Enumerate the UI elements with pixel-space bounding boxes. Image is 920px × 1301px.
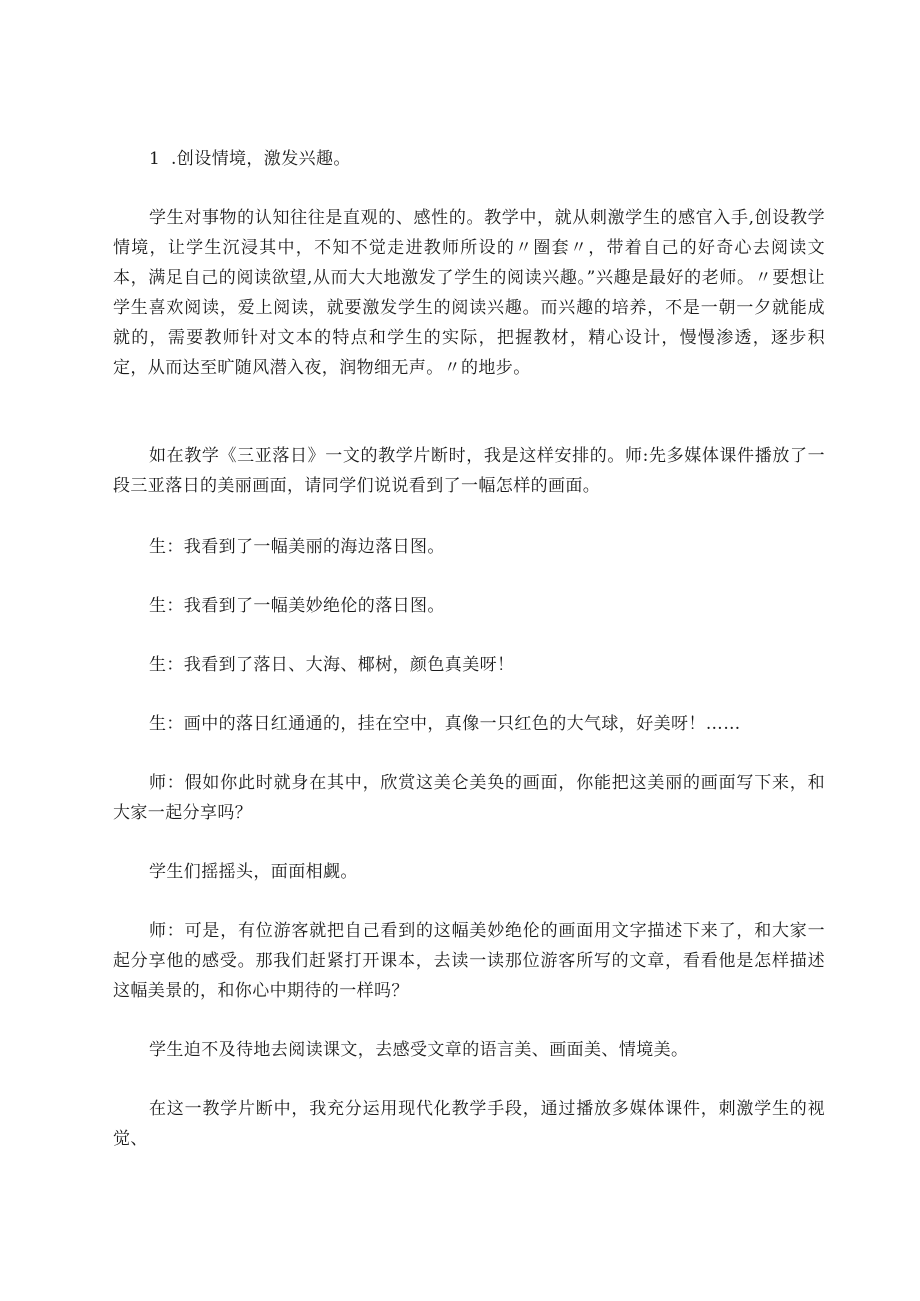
paragraph-students-reading: 学生迫不及待地去阅读课文，去感受文章的语言美、画面美、情境美。 bbox=[149, 1040, 689, 1060]
paragraph-lesson-example: 如在教学《三亚落日》一文的教学片断时，我是这样安排的。师:先多媒体课件播放了一段三亚落日的美丽画面，请同学们说说看到了一幅怎样的画面。 bbox=[113, 446, 825, 496]
section-number: 1 bbox=[149, 149, 161, 169]
paragraph-students-reaction: 学生们摇摇头，面面相觑。 bbox=[149, 862, 358, 882]
paragraph-teacher-2: 师：可是，有位游客就把自己看到的这幅美妙绝伦的画面用文字描述下来了，和大家一起分享他的感受。那我们赶紧打开课本，去读一读那位游客所写的文章，看看他是怎样描述这幅美景的，和你心中期待的一样吗？ bbox=[113, 921, 825, 1001]
paragraph-student-2: 生：我看到了一幅美妙绝伦的落日图。 bbox=[149, 596, 445, 616]
paragraph-interest: 学生对事物的认知往往是直观的、感性的。教学中，就从刺激学生的感官入手,创设教学情境，让学生沉浸其中，不知不觉走进教师所设的〃圈套〃，带着自己的好奇心去阅读文本，满足自己的阅读欲望,从而大大地激发了学生的阅读兴趣。”兴趣是最好的老师。〃要想让学生喜欢阅读，爱上阅读，就要激发学生的阅读兴趣。而兴趣的培养，不是一朝一夕就能成就的，需要教师针对文本的特点和学生的实际，把握教材，精心设计，慢慢渗透，逐步积定，从而达至旷随风潜入夜，润物细无声。〃的地步。 bbox=[113, 208, 825, 378]
paragraph-teacher-1: 师：假如你此时就身在其中，欣赏这美仑美奂的画面，你能把这美丽的画面写下来，和大家一起分享吗？ bbox=[113, 773, 825, 823]
paragraph-reflection: 在这一教学片断中，我充分运用现代化教学手段，通过播放多媒体课件，刺激学生的视觉、 bbox=[113, 1099, 825, 1149]
section-heading bbox=[149, 144, 351, 174]
paragraph-student-3: 生：我看到了落日、大海、椰树，颜色真美呀！ bbox=[149, 655, 515, 675]
paragraph-student-1: 生：我看到了一幅美丽的海边落日图。 bbox=[149, 537, 445, 557]
paragraph-student-4: 生：画中的落日红通通的，挂在空中，真像一只红色的大气球，好美呀！…… bbox=[149, 714, 741, 734]
section-title: .创设情境，激发兴趣。 bbox=[171, 149, 351, 169]
